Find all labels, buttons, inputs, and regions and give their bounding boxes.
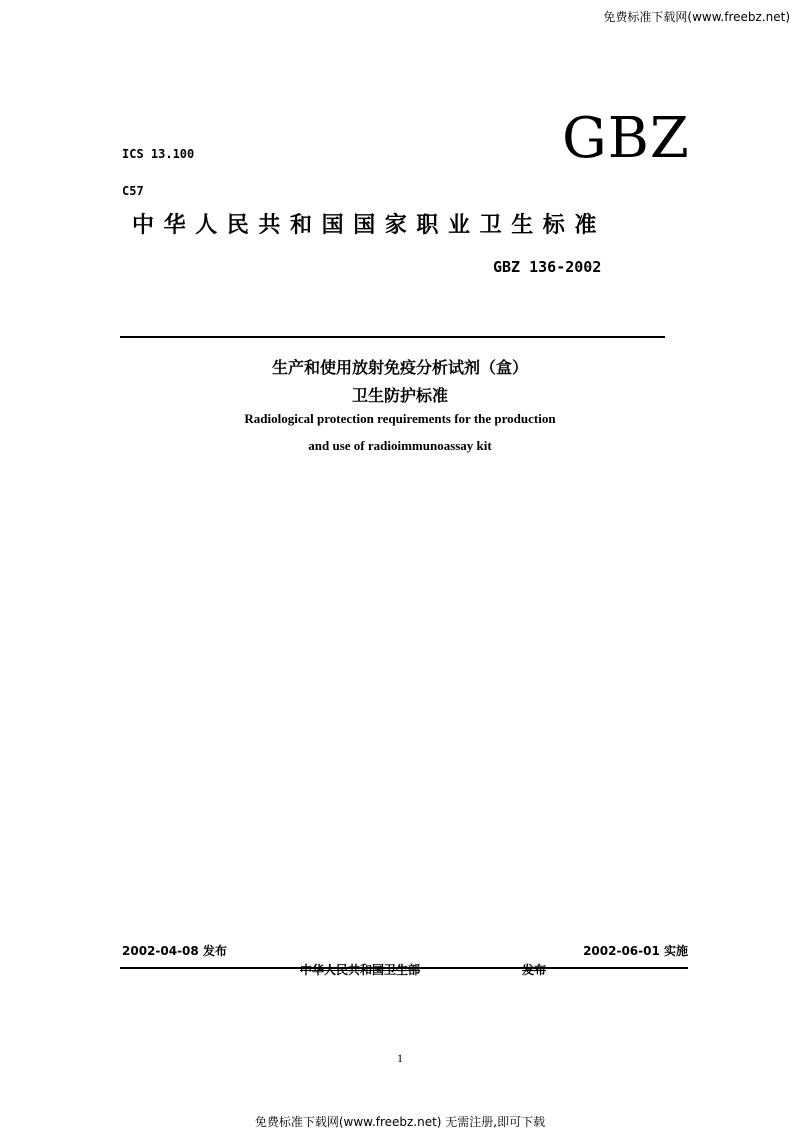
ics-code: ICS 13.100 bbox=[122, 147, 195, 161]
document-title-cn-line2: 卫生防护标准 bbox=[351, 386, 448, 405]
standard-number: GBZ 136-2002 bbox=[493, 258, 602, 276]
top-watermark: 免费标准下载网(www.freebz.net) bbox=[603, 10, 790, 24]
page-number: 1 bbox=[397, 1051, 403, 1065]
issue-date: 2002-04-08 发布 bbox=[122, 944, 227, 958]
ccs-code: C57 bbox=[122, 184, 144, 198]
top-divider bbox=[120, 336, 665, 338]
issuer: 中华人民共和国卫生部 bbox=[300, 963, 421, 977]
standard-title: 中华人民共和国国家职业卫生标准 bbox=[132, 213, 607, 238]
document-title-cn-line1: 生产和使用放射免疫分析试剂（盒） bbox=[271, 358, 528, 377]
bottom-watermark: 免费标准下载网(www.freebz.net) 无需注册,即可下载 bbox=[254, 1115, 546, 1129]
document-title-en-line2: and use of radioimmunoassay kit bbox=[308, 438, 492, 453]
issuer-action: 发布 bbox=[522, 963, 547, 977]
implementation-date: 2002-06-01 实施 bbox=[583, 944, 688, 958]
gbz-logo: GBZ bbox=[562, 106, 690, 171]
document-title-en-line1: Radiological protection requirements for the production bbox=[244, 411, 556, 426]
